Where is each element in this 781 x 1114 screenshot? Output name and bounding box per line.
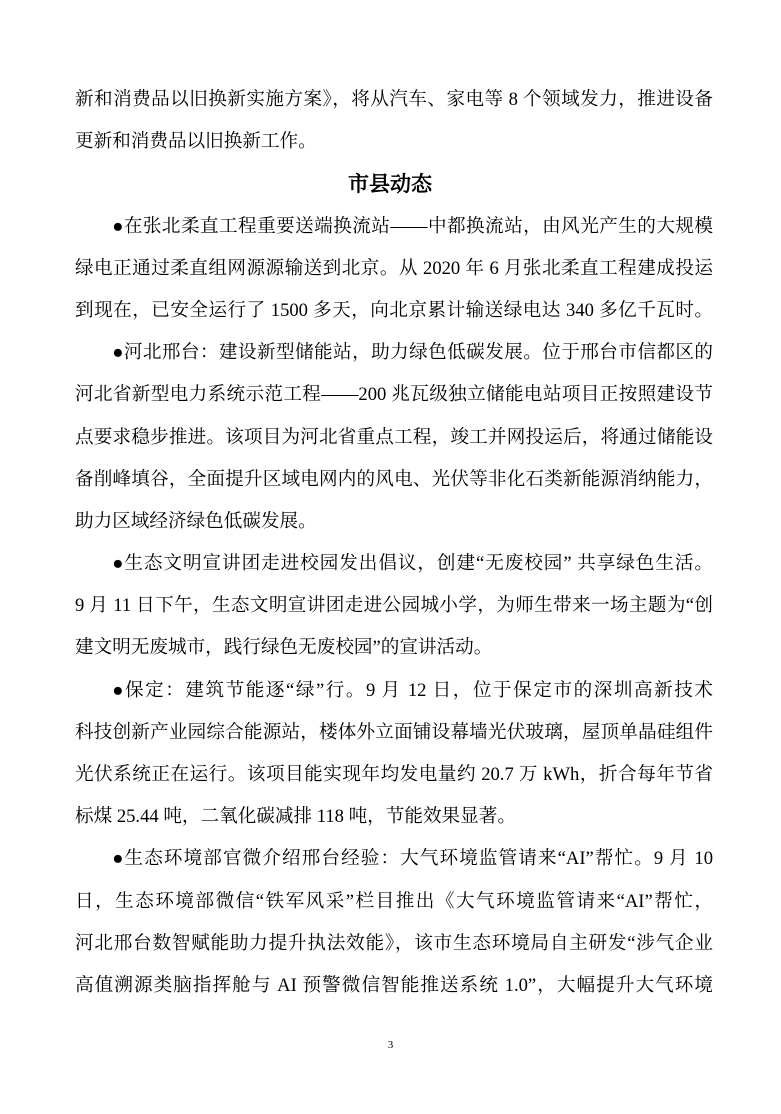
text-line: ●生态文明宣讲团走进校园发出倡议，创建“无废校园” 共享绿色生活。 — [112, 553, 713, 575]
text-line: ●河北邢台：建设新型储能站，助力绿色低碳发展。位于邢台市信都区的 — [112, 342, 713, 364]
continued-paragraph — [75, 79, 713, 163]
news-item — [75, 543, 713, 670]
text-line: 绿电正通过柔直组网源源输送到北京。从 2020 年 6 月张北柔直工程建成投运 — [75, 257, 713, 279]
text-line: 新和消费品以旧换新实施方案》，将从汽车、家电等 8 个领域发力，推进设备 — [75, 89, 713, 110]
text-line: 日，生态环境部微信“铁军风采”栏目推出《大气环境监管请来“AI”帮忙， — [75, 890, 713, 912]
text-line: 9 月 11 日下午，生态文明宣讲团走进公园城小学，为师生带来一场主题为“创 — [75, 595, 713, 617]
text-line: ●在张北柔直工程重要送端换流站——中都换流站，由风光产生的大规模 — [112, 215, 713, 237]
text-line: 助力区域经济绿色低碳发展。 — [75, 510, 317, 532]
text-line: 高值溯源类脑指挥舱与 AI 预警微信智能推送系统 1.0”，大幅提升大气环境 — [75, 974, 713, 996]
text-line: ●保定：建筑节能逐“绿”行。9 月 12 日，位于保定市的深圳高新技术 — [112, 679, 713, 701]
text-line: 点要求稳步推进。该项目为河北省重点工程，竣工并网投运后，将通过储能设 — [75, 426, 713, 448]
news-item — [75, 670, 713, 839]
text-line: 到现在，已安全运行了 1500 多天，向北京累计输送绿电达 340 多亿千瓦时。 — [75, 299, 713, 321]
text-line: 河北邢台数智赋能助力提升执法效能》，该市生态环境局自主研发“涉气企业 — [75, 932, 713, 954]
text-line: 光伏系统正在运行。该项目能实现年均发电量约 20.7 万 kWh，折合每年节省 — [75, 764, 713, 785]
document-body — [75, 79, 713, 1007]
page-number: 3 — [387, 1039, 394, 1051]
news-item — [75, 206, 713, 333]
text-line: 更新和消费品以旧换新工作。 — [75, 131, 317, 153]
news-item — [75, 838, 713, 1007]
text-line: 河北省新型电力系统示范工程——200 兆瓦级独立储能电站项目正按照建设节 — [75, 384, 713, 406]
text-line: 科技创新产业园综合能源站，楼体外立面铺设幕墙光伏玻璃，屋顶单晶硅组件 — [75, 721, 713, 743]
text-line: 备削峰填谷，全面提升区域电网内的风电、光伏等非化石类新能源消纳能力， — [75, 468, 713, 490]
section-title: 市县动态 — [348, 172, 432, 197]
text-line: 建文明无废城市，践行绿色无废校园”的宣讲活动。 — [75, 637, 493, 659]
news-item — [75, 332, 713, 543]
text-line: ●生态环境部官微介绍邢台经验：大气环境监管请来“AI”帮忙。9 月 10 — [112, 848, 713, 870]
text-line: 标煤 25.44 吨，二氧化碳减排 118 吨，节能效果显著。 — [75, 806, 516, 828]
